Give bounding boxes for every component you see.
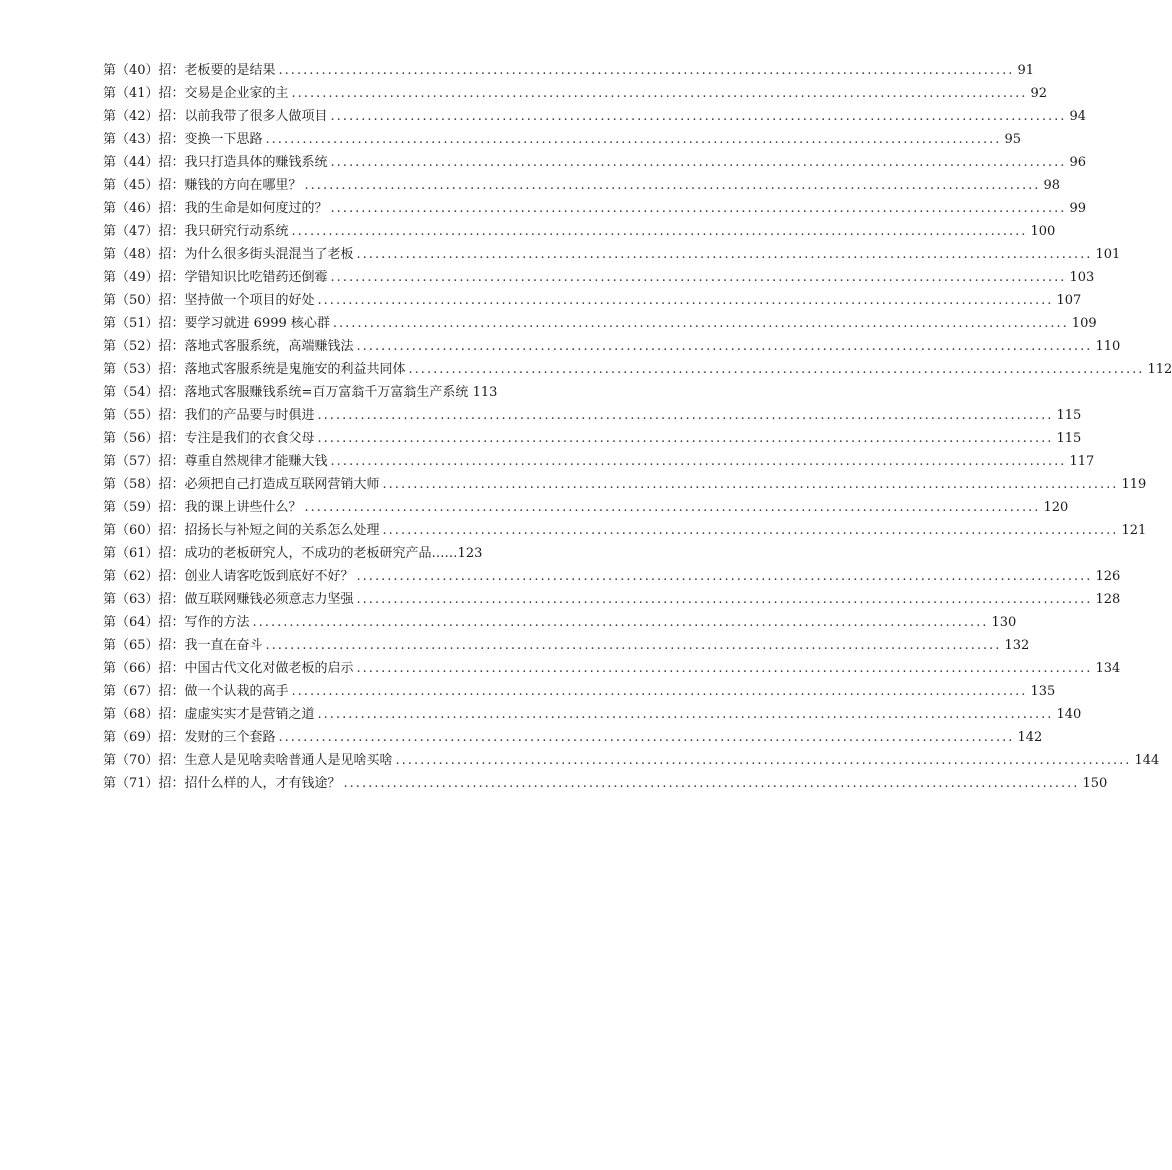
toc-entry[interactable]	[103, 151, 1086, 174]
toc-entry-title: 第（52）招：落地式客服系统，高端赚钱法	[103, 339, 354, 354]
toc-entry[interactable]	[103, 703, 1082, 726]
toc-page-number: 119	[1121, 477, 1147, 492]
toc-dot-leader: ........................................................................................................................	[330, 454, 1067, 469]
toc-page-number: 101	[1095, 247, 1121, 262]
toc-entry[interactable]	[103, 266, 1095, 289]
toc-entry[interactable]	[103, 82, 1047, 105]
toc-entry-title: 第（48）招：为什么很多街头混混当了老板	[103, 247, 354, 262]
toc-dot-leader: ........................................................................................................................	[265, 132, 1002, 147]
toc-page-number: 103	[1069, 270, 1095, 285]
toc-entry-title: 第（68）招：虚虚实实才是营销之道	[103, 707, 315, 722]
toc-entry[interactable]	[103, 59, 1034, 82]
toc-entry-title: 第（57）招：尊重自然规律才能赚大钱	[103, 454, 328, 469]
toc-dot-leader: ........................................................................................................................	[304, 178, 1041, 193]
toc-entry[interactable]	[103, 243, 1121, 266]
toc-entry-title: 第（59）招：我的课上讲些什么？	[103, 500, 302, 515]
toc-dot-leader: ........................................................................................................................	[291, 224, 1028, 239]
toc-entry-title: 第（63）招：做互联网赚钱必须意志力坚强	[103, 592, 354, 607]
toc-page-number: 95	[1004, 132, 1021, 147]
toc-entry-title: 第（40）招：老板要的是结果	[103, 63, 276, 78]
toc-entry[interactable]	[103, 174, 1060, 197]
table-of-contents	[103, 59, 1172, 795]
toc-page-number: 128	[1095, 592, 1121, 607]
toc-dot-leader: ........................................................................................................................	[330, 201, 1067, 216]
toc-entry-title: 第（58）招：必须把自己打造成互联网营销大师	[103, 477, 380, 492]
toc-entry-title: 第（45）招：赚钱的方向在哪里？	[103, 178, 302, 193]
toc-entry-title: 第（67）招：做一个认栽的高手	[103, 684, 289, 699]
toc-page-number: 130	[991, 615, 1017, 630]
toc-dot-leader: ........................................................................................................................	[304, 500, 1041, 515]
toc-page-number: 115	[1056, 431, 1082, 446]
toc-page-number: 110	[1095, 339, 1121, 354]
toc-page-number: 100	[1030, 224, 1056, 239]
toc-entry-title: 第（53）招：落地式客服系统是鬼施安的利益共同体	[103, 362, 406, 377]
toc-entry[interactable]	[103, 565, 1121, 588]
toc-page-number: 96	[1069, 155, 1086, 170]
toc-entry[interactable]	[103, 542, 555, 565]
toc-entry[interactable]	[103, 726, 1043, 749]
toc-entry-title: 第（62）招：创业人请客吃饭到底好不好？	[103, 569, 354, 584]
toc-page-number: 115	[1056, 408, 1082, 423]
toc-dot-leader: ........................................................................................................................	[317, 431, 1054, 446]
toc-entry-title: 第（64）招：写作的方法	[103, 615, 250, 630]
toc-entry[interactable]	[103, 588, 1121, 611]
toc-page-number: 150	[1082, 776, 1108, 791]
toc-entry[interactable]	[103, 358, 1172, 381]
toc-entry-title: 第（56）招：专注是我们的衣食父母	[103, 431, 315, 446]
toc-entry[interactable]	[103, 772, 1108, 795]
toc-entry-title: 第（69）招：发财的三个套路	[103, 730, 276, 745]
toc-entry[interactable]	[103, 611, 1017, 634]
toc-dot-leader: ........................................................................................................................	[265, 638, 1002, 653]
toc-entry[interactable]	[103, 197, 1086, 220]
toc-dot-leader: ........................................................................................................................	[330, 155, 1067, 170]
toc-page-number: 98	[1043, 178, 1060, 193]
toc-page-number: 140	[1056, 707, 1082, 722]
toc-entry-title: 第（47）招：我只研究行动系统	[103, 224, 289, 239]
toc-page-number: 91	[1017, 63, 1034, 78]
toc-entry[interactable]	[103, 427, 1082, 450]
toc-dot-leader: ........................................................................................................................	[356, 339, 1093, 354]
toc-page-number: 107	[1056, 293, 1082, 308]
toc-entry[interactable]	[103, 519, 1147, 542]
toc-entry[interactable]	[103, 105, 1086, 128]
toc-dot-leader: ........................................................................................................................	[356, 247, 1093, 262]
toc-dot-leader: ........................................................................................................................	[356, 569, 1093, 584]
toc-entry[interactable]	[103, 289, 1082, 312]
toc-dot-leader: ........................................................................................................................	[382, 477, 1119, 492]
toc-entry[interactable]	[103, 657, 1121, 680]
toc-entry-title: 第（46）招：我的生命是如何度过的？	[103, 201, 328, 216]
toc-entry[interactable]	[103, 680, 1056, 703]
toc-dot-leader: ........................................................................................................................	[317, 293, 1054, 308]
toc-entry-title: 第（70）招：生意人是见啥卖啥普通人是见啥买啥	[103, 753, 393, 768]
toc-page-number: 144	[1134, 753, 1160, 768]
toc-entry-title: 第（55）招：我们的产品要与时俱进	[103, 408, 315, 423]
toc-page-number: 112	[1147, 362, 1172, 377]
toc-page-number: 92	[1030, 86, 1047, 101]
toc-entry[interactable]	[103, 404, 1082, 427]
toc-entry-title: 第（66）招：中国古代文化对做老板的启示	[103, 661, 354, 676]
toc-entry[interactable]	[103, 312, 1097, 335]
toc-entry[interactable]	[103, 128, 1021, 151]
toc-dot-leader: ........................................................................................................................	[356, 661, 1093, 676]
toc-page-number: 99	[1069, 201, 1086, 216]
toc-page-number: 117	[1069, 454, 1095, 469]
toc-entry-title: 第（42）招：以前我带了很多人做项目	[103, 109, 328, 124]
toc-page-number: 134	[1095, 661, 1121, 676]
toc-entry[interactable]	[103, 335, 1121, 358]
toc-dot-leader: ........................................................................................................................	[291, 86, 1028, 101]
toc-dot-leader: ........................................................................................................................	[291, 684, 1028, 699]
toc-entry-title: 第（43）招：变换一下思路	[103, 132, 263, 147]
toc-dot-leader: ........................................................................................................................	[356, 592, 1093, 607]
toc-page-number: 135	[1030, 684, 1056, 699]
toc-entry-title: 第（71）招：招什么样的人，才有钱途？	[103, 776, 341, 791]
toc-entry-title: 第（61）招：成功的老板研究人，不成功的老板研究产品……123	[103, 546, 483, 561]
toc-dot-leader: ........................................................................................................................	[317, 707, 1054, 722]
toc-dot-leader: ........................................................................................................................	[343, 776, 1080, 791]
toc-entry-title: 第（54）招：落地式客服赚钱系统=百万富翁千万富翁生产系统 113	[103, 385, 498, 400]
toc-page-number: 132	[1004, 638, 1030, 653]
toc-dot-leader: ........................................................................................................................	[382, 523, 1119, 538]
toc-dot-leader: ........................................................................................................................	[330, 109, 1067, 124]
toc-entry[interactable]	[103, 473, 1147, 496]
toc-entry[interactable]	[103, 634, 1030, 657]
toc-entry-title: 第（65）招：我一直在奋斗	[103, 638, 263, 653]
toc-entry[interactable]	[103, 749, 1160, 772]
toc-entry-title: 第（41）招：交易是企业家的主	[103, 86, 289, 101]
toc-entry-title: 第（44）招：我只打造具体的赚钱系统	[103, 155, 328, 170]
toc-entry-title: 第（60）招：招扬长与补短之间的关系怎么处理	[103, 523, 380, 538]
toc-entry-title: 第（50）招：坚持做一个项目的好处	[103, 293, 315, 308]
toc-dot-leader: ........................................................................................................................	[330, 270, 1067, 285]
toc-entry[interactable]	[103, 450, 1095, 473]
toc-entry[interactable]	[103, 220, 1056, 243]
toc-dot-leader: ........................................................................................................................	[317, 408, 1054, 423]
toc-page-number: 126	[1095, 569, 1121, 584]
toc-dot-leader: ........................................................................................................................	[278, 63, 1015, 78]
toc-dot-leader: ........................................................................................................................	[408, 362, 1145, 377]
toc-dot-leader: ........................................................................................................................	[332, 316, 1069, 331]
toc-dot-leader: ........................................................................................................................	[278, 730, 1015, 745]
toc-page-number: 142	[1017, 730, 1043, 745]
toc-entry-title: 第（49）招：学错知识比吃错药还倒霉	[103, 270, 328, 285]
toc-page-number: 120	[1043, 500, 1069, 515]
toc-entry[interactable]	[103, 381, 555, 404]
toc-entry-title: 第（51）招：要学习就进 6999 核心群	[103, 316, 330, 331]
toc-page-number: 94	[1069, 109, 1086, 124]
toc-dot-leader: ........................................................................................................................	[252, 615, 989, 630]
toc-page-number: 109	[1071, 316, 1097, 331]
toc-page-number: 121	[1121, 523, 1147, 538]
toc-dot-leader: ........................................................................................................................	[395, 753, 1132, 768]
toc-entry[interactable]	[103, 496, 1069, 519]
